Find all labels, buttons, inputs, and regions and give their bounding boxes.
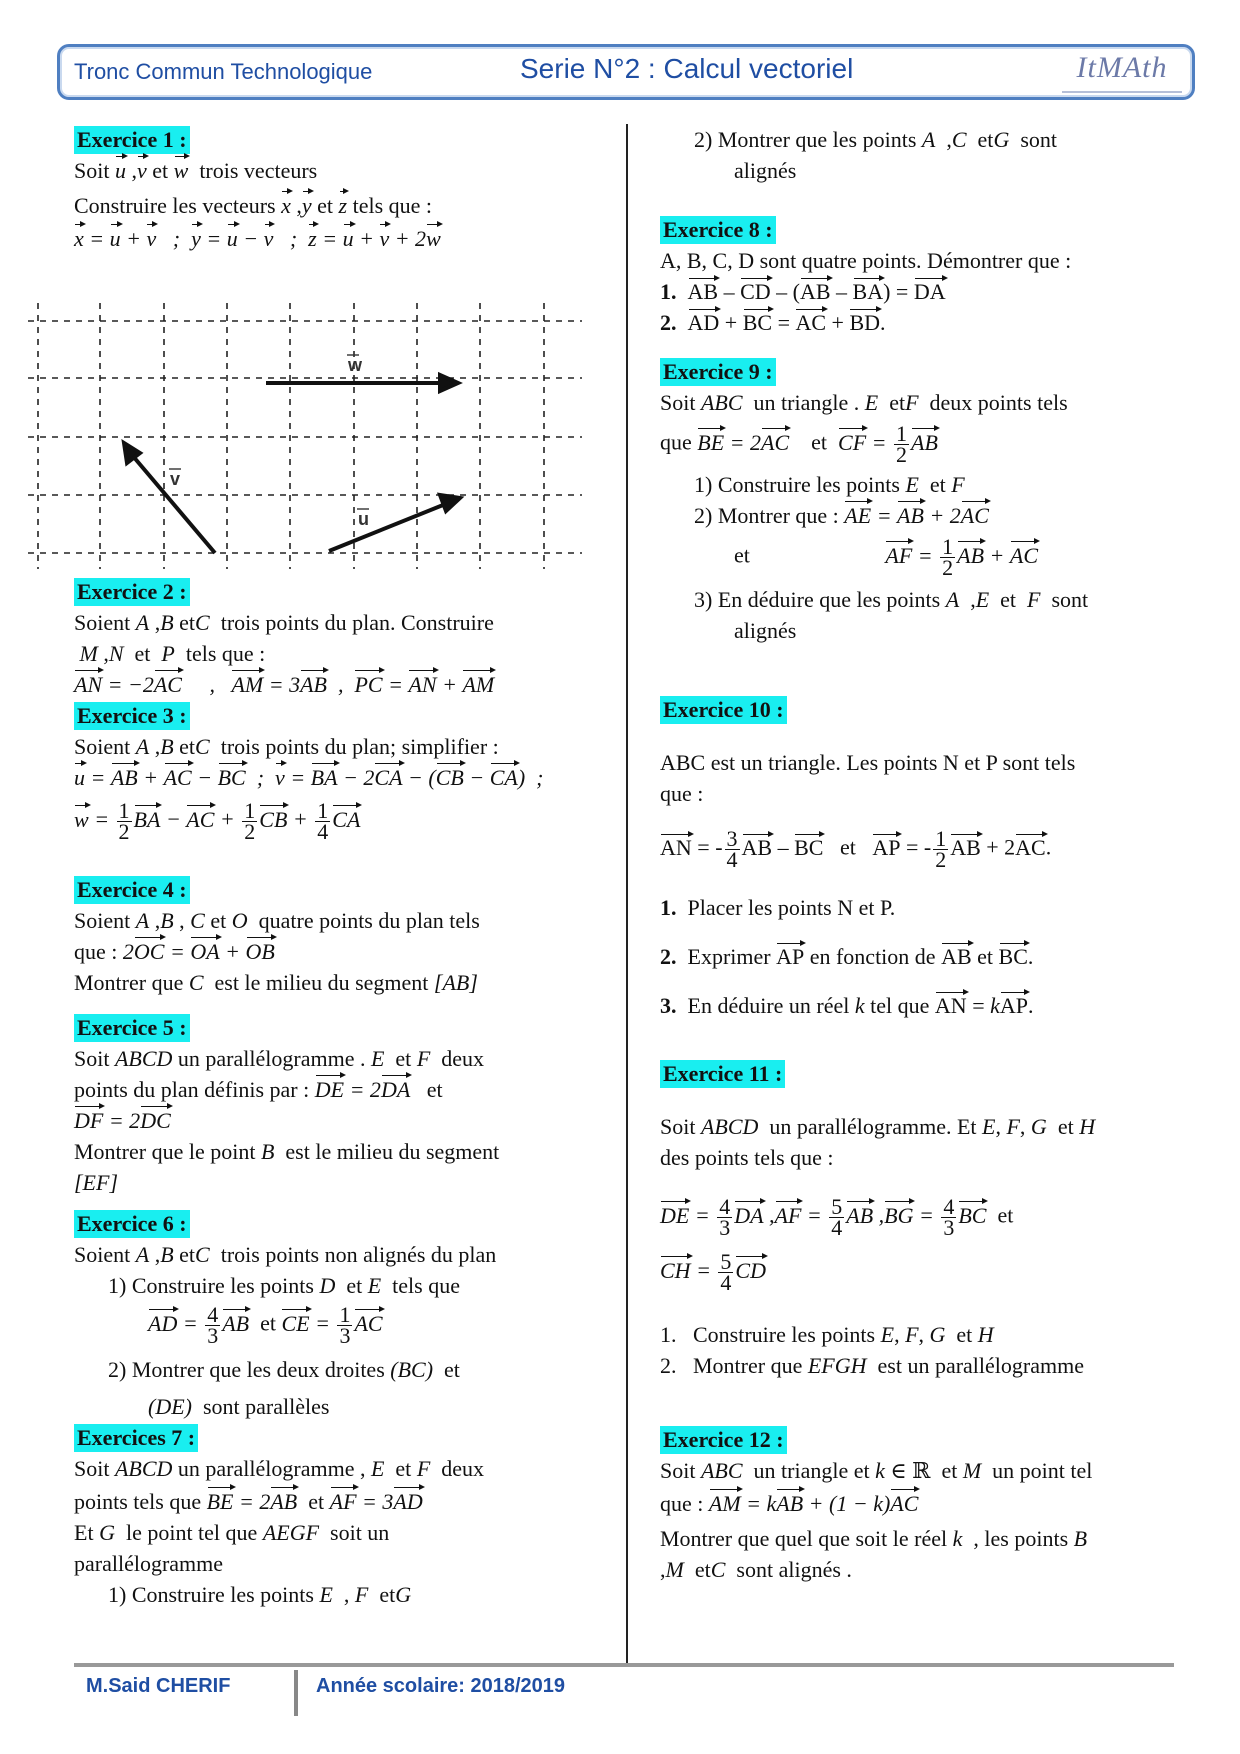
exercise-title: Exercice 11 : (660, 1060, 785, 1088)
text: Construire les points (693, 1322, 876, 1347)
exercise-title: Exercice 1 : (74, 126, 190, 154)
column-divider (626, 124, 628, 1664)
text: alignés (734, 618, 797, 643)
text: Montrer que quel que soit le réel (660, 1526, 948, 1551)
text: 1) Construire les points (694, 472, 900, 497)
text: points du plan définis par : (74, 1077, 310, 1102)
vector-grid-figure (28, 303, 582, 569)
exercise-title: Exercice 12 : (660, 1426, 787, 1454)
footer-school-year: Année scolaire: 2018/2019 (316, 1675, 566, 1697)
text: quatre points du plan tels (258, 908, 480, 933)
text: tel que (870, 993, 930, 1018)
header-title: Serie N°2 : Calcul vectoriel (520, 53, 854, 84)
text: trois points du plan. Construire (220, 610, 494, 635)
exercise-title: Exercice 6 : (74, 1210, 190, 1238)
vector-u-arrowhead (440, 495, 460, 511)
exercise-title: Exercice 2 : (74, 578, 190, 606)
vector-v-label: v (170, 469, 181, 489)
text: un parallélogramme , (177, 1456, 366, 1481)
text: trois vecteurs (199, 158, 318, 183)
exercise-6: Exercice 6 : Soient A ,B etC trois points non alignés du plan 1) Construire les points D et E tels que AD = $\frac{4}{3}$ AB et CE = $\frac{1}{3}$ AC 2) Montrer que les deux droites (BC) et (DE) sont parallèles (74, 1211, 497, 1419)
text: 1) Construire les points (108, 1582, 314, 1607)
text: le point tel que (125, 1520, 258, 1545)
text: tels que : (352, 193, 433, 218)
text: tels que : (185, 641, 266, 666)
exercise-title: Exercices 7 : (74, 1424, 198, 1452)
text: un point tel (992, 1458, 1093, 1483)
vector-w-arrowhead (440, 375, 458, 391)
text: est un parallélogramme (877, 1353, 1084, 1378)
vector-w-label: w (348, 355, 363, 375)
exercise-title: Exercice 10 : (660, 696, 787, 724)
text: en fonction de (809, 944, 936, 969)
text: trois points non alignés du plan (220, 1242, 497, 1267)
text: alignés (734, 158, 797, 183)
text: 2) Montrer que les deux droites (108, 1357, 385, 1382)
text: Exprimer (687, 944, 771, 969)
exercise-9: Exercice 9 : Soit ABC un triangle . E etF deux points tels que BE = 2AC et CF = $\frac{1}{2}$ AB 1) Construire les points E et F 2) Montrer que : AE = AB + 2AC et AF = $\frac{1}{2}$ AB + AC 3) En déduire que les points A ,E et F sont alignés (660, 359, 1089, 643)
text: soit un (330, 1520, 390, 1545)
text: parallélogramme (74, 1551, 224, 1576)
exercise-7: Exercices 7 : Soit ABCD un parallélogramme , E et F deux points tels que BE = 2AB et AF = 3AD Et G le point tel que AEGF soit un parallélogramme 1) Construire les points E , F etG (74, 1425, 485, 1607)
text: Montrer que le point (74, 1139, 256, 1164)
vector-u-label: u (358, 509, 369, 529)
header-level: Tronc Commun Technologique (74, 59, 373, 84)
exercise-title: Exercice 3 : (74, 702, 190, 730)
exercise-2: Exercice 2 : Soient A ,B etC trois points du plan. Construire M ,N et P tels que : AN = −2AC , AM = 3AB , PC = AN + AM (74, 576, 604, 700)
text: 1) Construire les points (108, 1273, 314, 1298)
text: est le milieu du segment (285, 1139, 500, 1164)
text: deux (441, 1456, 485, 1481)
text: est le milieu du segment (214, 970, 429, 995)
page-header (57, 44, 1195, 100)
text: sont (1051, 587, 1089, 612)
footer-separator (294, 1670, 298, 1716)
text: que : (660, 781, 704, 806)
text: points tels que (74, 1489, 202, 1514)
exercise-11: Exercice 11 : Soit ABCD un parallélogramme. Et E, F, G et H des points tels que : DE = $\frac{4}{3}$ DA ,AF = $\frac{5}{4}$ AB ,BG = $\frac{4}{3}$ BC et CH = $\frac{5}{4}$ CD 1. Construire les points E, F, G et H 2. Montrer que EFGH est un parallélogramme (660, 1058, 1180, 1381)
text: Construire les vecteurs (74, 193, 276, 218)
text: trois points du plan; simplifier : (220, 734, 499, 759)
text: un parallélogramme. Et (769, 1114, 977, 1139)
text: , les points (973, 1526, 1069, 1551)
text: En déduire un réel (687, 993, 850, 1018)
text: Placer les points N et P. (687, 895, 896, 920)
text: sont (1020, 127, 1058, 152)
text: 3) En déduire que les points (694, 587, 941, 612)
grid (28, 303, 582, 569)
exercise-12: Exercice 12 : Soit ABC un triangle et k ∈ ℝ et M un point tel que : AM = kAB + (1 − k)AC Montrer que quel que soit le réel k , les points B ,M etC sont alignés . (660, 1427, 1093, 1582)
exercise-4: Exercice 4 : Soient A ,B , C et O quatre points du plan tels que : 2OC = OA + OB Montrer que C est le milieu du segment [AB] (74, 877, 480, 995)
exercise-title: Exercice 4 : (74, 876, 190, 904)
exercise-1: Exercice 1 : Soit u ,v et w trois vecteurs Construire les vecteurs x ,y et z tels que : x = u + v ; y = u − v ; z = u + v + 2w (74, 124, 604, 254)
vector-u-arrow (329, 503, 448, 551)
exercise-5: Exercice 5 : Soit ABCD un parallélogramme . E et F deux points du plan définis par : DE = 2DA et DF = 2DC Montrer que le point B est le milieu du segment [EF] (74, 1015, 500, 1195)
text: 2) Montrer que les points (694, 127, 917, 152)
footer-rule (74, 1663, 1174, 1667)
logo: ItMAth (1062, 51, 1182, 93)
text: Montrer que (693, 1353, 803, 1378)
exercise-title: Exercice 8 : (660, 216, 776, 244)
text: sont alignés . (736, 1557, 852, 1582)
exercise-title: Exercice 5 : (74, 1014, 190, 1042)
exercise-8: Exercice 8 : A, B, C, D sont quatre points. Démontrer que : 1. AB – CD – (AB – BA) = DA 2. AD + BC = AC + BD. (660, 214, 1180, 338)
text: sont parallèles (202, 1394, 330, 1419)
text: ABC est un triangle. Les points N et P sont tels (660, 750, 1076, 775)
text: tels que (392, 1273, 460, 1298)
footer-author: M.Said CHERIF (86, 1675, 231, 1697)
text: A, B, C, D sont quatre points. Démontrer que : (660, 248, 1072, 273)
text: des points tels que : (660, 1145, 834, 1170)
exercise-title: Exercice 9 : (660, 358, 776, 386)
text: un triangle . (753, 390, 860, 415)
text: 2) Montrer que : (694, 503, 839, 528)
text: un parallélogramme . (177, 1046, 366, 1071)
exercise-3: Exercice 3 : Soient A ,B etC trois points du plan; simplifier : u = AB + AC − BC ; v = BA − 2CA − (CB − CA) ; w = $\frac{1}{2}$ BA − AC + $\frac{1}{2}$ CB + $\frac{1}{4}$ CA (74, 703, 544, 844)
text: deux points tels (929, 390, 1068, 415)
exercise-7-continued: 2) Montrer que les points A ,C etG sont alignés (694, 127, 1058, 183)
exercise-10: Exercice 10 : ABC est un triangle. Les points N et P sont tels que : AN = - $\frac{3}{4}$ AB – BC et AP = - $\frac{1}{2}$ AB + 2AC. 1. Placer les points N et P. 2. Exprimer AP en fonction de AB et BC. 3. En déduire un réel k tel que AN = kAP. (660, 694, 1180, 1021)
text: un triangle et (753, 1458, 870, 1483)
